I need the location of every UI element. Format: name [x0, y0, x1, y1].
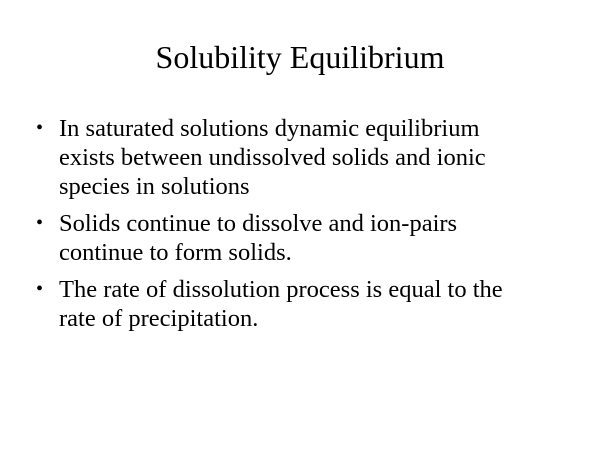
bullet-text-line: species in solutions	[59, 173, 250, 200]
bullet-text-line: continue to form solids.	[59, 239, 292, 266]
bullet-item-1	[36, 114, 576, 201]
bullet-dot-icon: •	[36, 212, 44, 234]
bullet-item-2	[36, 209, 576, 267]
bullet-list	[36, 114, 576, 341]
bullet-text-line: rate of precipitation.	[59, 305, 259, 332]
bullet-item-3	[36, 275, 576, 333]
slide-title: Solubility Equilibrium	[155, 39, 445, 75]
bullet-text-line: Solids continue to dissolve and ion-pairs	[59, 210, 458, 237]
bullet-text-line: In saturated solutions dynamic equilibrium	[59, 115, 480, 142]
bullet-text-line: The rate of dissolution process is equal to the	[59, 276, 503, 303]
bullet-dot-icon: •	[36, 278, 44, 300]
bullet-text-line: exists between undissolved solids and ionic	[59, 144, 486, 171]
bullet-dot-icon: •	[36, 117, 44, 139]
